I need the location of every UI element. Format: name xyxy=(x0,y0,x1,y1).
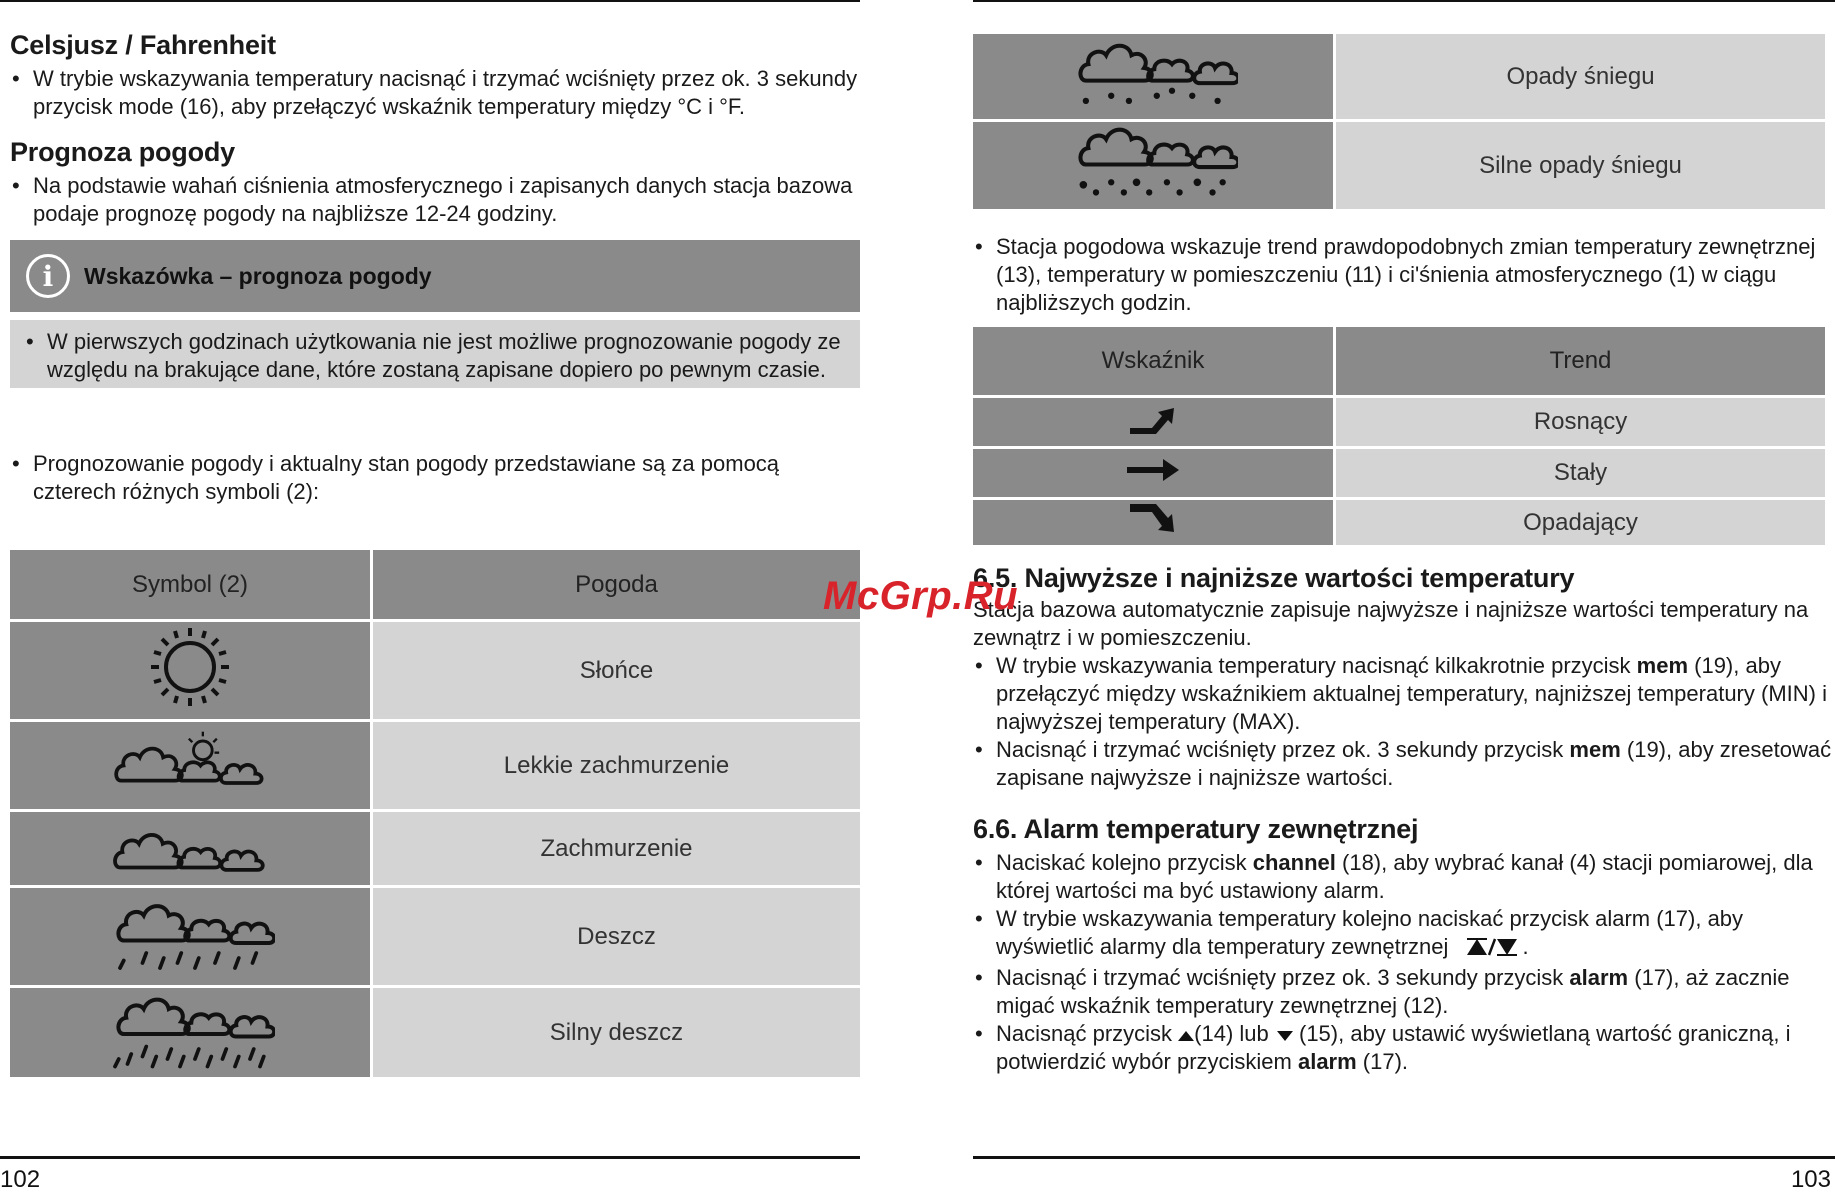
section-6-5-intro: Stacja bazowa automatycznie zapisuje najwyższe i najniższe wartości temperatury na zewnątrz i w pomieszczeniu. xyxy=(973,597,1809,650)
partly-cloudy-icon xyxy=(10,722,373,812)
heavy-snow-icon xyxy=(973,122,1336,212)
weather-symbol-table xyxy=(10,550,860,1080)
section-6-5-bullet-1: • W trybie wskazywania temperatury nacisnąć kilkakrotnie przycisk mem (19), aby przełączyć między wskaźnikiem aktualnej temperatury, najniższej temperatury (MIN) i najwyższej temperatury (MAX). xyxy=(973,652,1833,736)
watermark: McGrp.Ru xyxy=(823,574,1019,618)
snow-table xyxy=(973,34,1825,212)
row-falling: Opadający xyxy=(1336,500,1825,548)
row-cloudy: Zachmurzenie xyxy=(373,812,860,888)
section-6-6-bullet-4: • Nacisnąć przycisk (14) lub (15), aby ustawić wyświetlaną wartość graniczną, i potwierdzić wybór przyciskiem alarm (17). xyxy=(973,1020,1833,1076)
section-6-5-heading: 6.5. Najwyższe i najniższe wartości temperatury xyxy=(973,563,1575,593)
heavy-rain-icon xyxy=(10,988,373,1080)
note-text: • W pierwszych godzinach użytkowania nie jest możliwe prognozowanie pogody ze względu na brakujące dane, które zostaną zapisane dopiero po pewnym czasie. xyxy=(24,328,848,384)
page-number-left: 102 xyxy=(0,1166,41,1193)
note-header xyxy=(10,240,860,312)
note-box xyxy=(10,240,860,388)
forecast-text: • Na podstawie wahań ciśnienia atmosferycznego i zapisanych danych stacja bazowa podaje prognozę pogody na najbliższe 12-24 godziny. xyxy=(10,172,860,228)
header-trend: Trend xyxy=(1336,327,1825,398)
down-arrow-icon xyxy=(1277,1020,1293,1048)
row-snow: Opady śniegu xyxy=(1336,34,1825,122)
section-6-6-bullet-3: • Nacisnąć i trzymać wciśnięty przez ok. 3 sekundy przycisk alarm (17), aż zacznie migać wskaźnik temperatury zewnętrznej (12). xyxy=(973,964,1833,1020)
forecast-heading: Prognoza pogody xyxy=(10,137,235,167)
note-body xyxy=(10,320,860,388)
up-arrow-icon xyxy=(1178,1020,1194,1048)
bottom-rule-left xyxy=(0,1156,860,1159)
trend-down-icon xyxy=(973,500,1336,548)
header-weather: Pogoda xyxy=(373,550,860,622)
left-column xyxy=(10,30,860,506)
row-heavy-snow: Silne opady śniegu xyxy=(1336,122,1825,212)
celsius-text: • W trybie wskazywania temperatury nacisnąć i trzymać wciśnięty przez ok. 3 sekundy przycisk mode (16), aby przełączyć wskaźnik temperatury między °C i °F. xyxy=(10,65,860,121)
section-6-6-bullet-2: • W trybie wskazywania temperatury kolejno naciskać przycisk alarm (17), aby wyświetlić alarmy dla temperatury zewnętrznej . xyxy=(973,905,1833,964)
table-row xyxy=(973,449,1825,500)
section-6-6-heading: 6.6. Alarm temperatury zewnętrznej xyxy=(973,814,1419,844)
table-header-row xyxy=(10,550,860,622)
trend-up-icon xyxy=(973,398,1336,449)
table-row xyxy=(973,398,1825,449)
table-row xyxy=(10,622,860,722)
row-steady: Stały xyxy=(1336,449,1825,500)
row-partly-cloudy: Lekkie zachmurzenie xyxy=(373,722,860,812)
header-symbol: Symbol (2) xyxy=(10,550,373,622)
top-rule-right xyxy=(973,0,1835,2)
table-row xyxy=(10,812,860,888)
trend-text: • Stacja pogodowa wskazuje trend prawdopodobnych zmian temperatury zewnętrznej (13), temperatury w pomieszczeniu (11) i ci'śnienia atmosferycznego (1) w ciągu najbliższych godzin. xyxy=(973,233,1825,317)
sun-icon xyxy=(10,622,373,722)
trend-header-row xyxy=(973,327,1825,398)
trend-intro xyxy=(973,233,1825,317)
rain-icon xyxy=(10,888,373,988)
section-6-6-bullet-1: • Naciskać kolejno przycisk channel (18), aby wybrać kanał (4) stacji pomiarowej, dla której wartości ma być ustawiony alarm. xyxy=(973,849,1833,905)
right-text-column xyxy=(973,563,1833,1076)
cloudy-icon xyxy=(10,812,373,888)
info-icon: i xyxy=(26,254,70,298)
bottom-rule-right xyxy=(973,1156,1835,1159)
top-rule-left xyxy=(0,0,860,2)
celsius-heading: Celsjusz / Fahrenheit xyxy=(10,30,276,60)
table-row xyxy=(10,888,860,988)
table-row xyxy=(973,122,1825,212)
trend-steady-icon xyxy=(973,449,1336,500)
symbols-text: • Prognozowanie pogody i aktualny stan pogody przedstawiane są za pomocą czterech różnych symboli (2): xyxy=(10,450,860,506)
row-sun: Słońce xyxy=(373,622,860,722)
row-rain: Deszcz xyxy=(373,888,860,988)
trend-table xyxy=(973,327,1825,548)
table-row xyxy=(10,722,860,812)
note-title: Wskazówka – prognoza pogody xyxy=(84,262,432,289)
table-row xyxy=(973,34,1825,122)
table-row xyxy=(10,988,860,1080)
row-rising: Rosnący xyxy=(1336,398,1825,449)
table-row xyxy=(973,500,1825,548)
section-6-5-bullet-2: • Nacisnąć i trzymać wciśnięty przez ok. 3 sekundy przycisk mem (19), aby zresetować zapisane najwyższe i najniższe wartości. xyxy=(973,736,1833,792)
header-indicator: Wskaźnik xyxy=(973,327,1336,398)
page-number-right: 103 xyxy=(1790,1166,1831,1193)
snow-icon xyxy=(973,34,1336,122)
row-heavy-rain: Silny deszcz xyxy=(373,988,860,1080)
alarm-up-down-icon xyxy=(1465,936,1519,964)
